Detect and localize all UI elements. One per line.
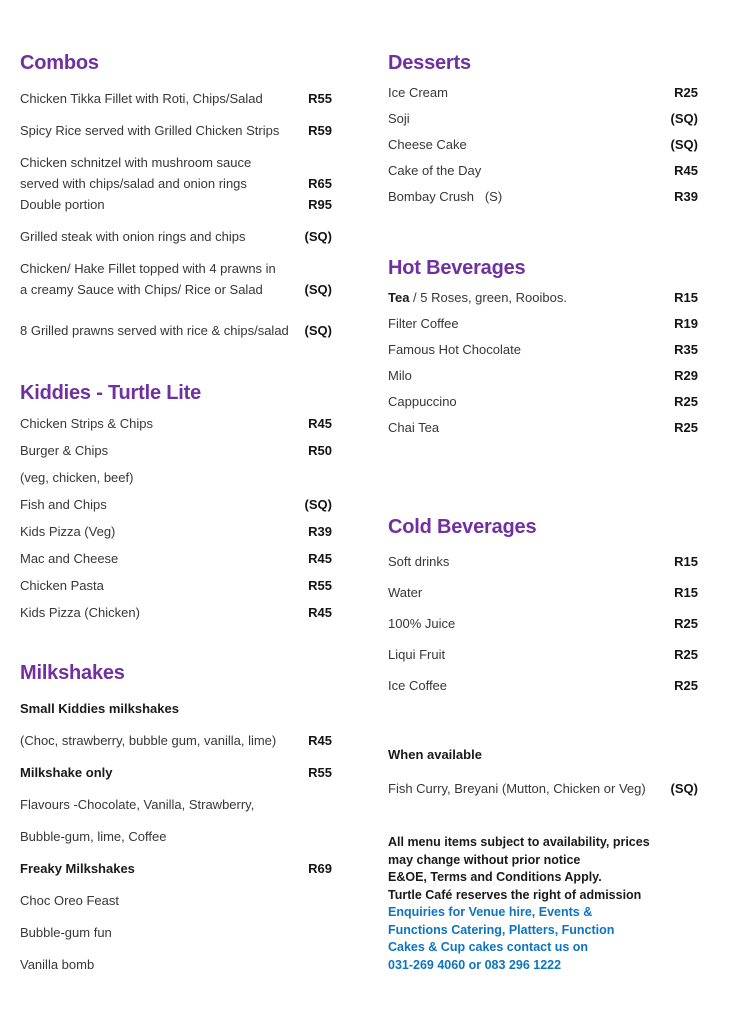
item-name: Choc Oreo Feast	[20, 893, 119, 908]
menu-item-row	[20, 322, 332, 340]
item-price: R65	[308, 176, 332, 191]
item-name: Cappuccino	[388, 394, 457, 409]
menu-item-row	[20, 260, 332, 278]
item-name-bold: Tea	[388, 290, 410, 305]
menu-item-row	[20, 700, 332, 718]
menu-item-row	[388, 780, 698, 798]
item-name: Kids Pizza (Veg)	[20, 524, 116, 539]
item-name: Soft drinks	[388, 554, 450, 569]
item-name: Cake of the Day	[388, 163, 482, 178]
item-name-rest: / 5 Roses, green, Rooibos.	[409, 290, 567, 305]
item-name: Bombay Crush (S)	[388, 189, 503, 204]
item-name: Flavours -Chocolate, Vanilla, Strawberry,	[20, 797, 255, 812]
menu-item-row	[20, 764, 332, 782]
item-price: R55	[308, 91, 332, 106]
item-price: R50	[308, 443, 332, 458]
menu-item-row	[388, 84, 698, 102]
section-title-desserts: Desserts	[388, 52, 471, 74]
item-price: R39	[308, 524, 332, 539]
item-price: R69	[308, 861, 332, 876]
section-kiddies-turtle-lite	[20, 380, 332, 622]
menu-item-row	[388, 615, 698, 633]
item-price: R15	[674, 554, 698, 569]
contact-line: Enquiries for Venue hire, Events &	[388, 905, 593, 919]
item-name: (Choc, strawberry, bubble gum, vanilla, lime)	[20, 733, 277, 748]
item-price: R39	[674, 189, 698, 204]
item-price: R29	[674, 368, 698, 383]
footer-notice	[388, 834, 698, 974]
menu-item-row	[20, 196, 332, 214]
item-name: a creamy Sauce with Chips/ Rice or Salad	[20, 282, 263, 297]
item-name: Spicy Rice served with Grilled Chicken Strips	[20, 123, 280, 138]
menu-item-row	[20, 175, 332, 193]
menu-item-row	[20, 956, 332, 974]
item-name: 100% Juice	[388, 616, 456, 631]
item-price: (SQ)	[670, 111, 698, 126]
section-title-milkshakes: Milkshakes	[20, 662, 125, 684]
item-price: R15	[674, 585, 698, 600]
section-cold-beverages	[388, 514, 698, 695]
menu-item-row	[388, 393, 698, 411]
item-name: Chicken/ Hake Fillet topped with 4 prawns in	[20, 261, 276, 276]
item-name: served with chips/salad and onion rings	[20, 176, 247, 191]
menu-item-row	[20, 828, 332, 846]
item-price: (SQ)	[304, 323, 332, 338]
item-price: R45	[308, 551, 332, 566]
item-price: R59	[308, 123, 332, 138]
item-price: R19	[674, 316, 698, 331]
notice-line: Turtle Café reserves the right of admission	[388, 887, 642, 902]
item-name: Bubble-gum, lime, Coffee	[20, 829, 167, 844]
menu-item-row	[20, 604, 332, 622]
menu-item-row	[388, 162, 698, 180]
item-name: Mac and Cheese	[20, 551, 119, 566]
item-name: Grilled steak with onion rings and chips	[20, 229, 246, 244]
menu-item-row	[388, 646, 698, 664]
item-name: Fish and Chips	[20, 497, 107, 512]
menu-item-row	[388, 419, 698, 437]
item-price: R25	[674, 647, 698, 662]
section-hot-beverages	[388, 255, 698, 437]
item-price: R25	[674, 420, 698, 435]
item-price: R45	[308, 733, 332, 748]
item-price: R25	[674, 85, 698, 100]
item-name: Kids Pizza (Chicken)	[20, 605, 140, 620]
item-name: Chai Tea	[388, 420, 440, 435]
contact-line: Functions Catering, Platters, Function	[388, 922, 615, 937]
section-title-cold-beverages: Cold Beverages	[388, 516, 537, 538]
menu-item-row	[388, 746, 698, 764]
item-price: R25	[674, 616, 698, 631]
item-name: Freaky Milkshakes	[20, 861, 135, 876]
item-name: Chicken schnitzel with mushroom sauce	[20, 155, 252, 170]
item-price: R55	[308, 765, 332, 780]
menu-item-row	[388, 584, 698, 602]
menu-item-row	[20, 442, 332, 460]
menu-item-row	[20, 122, 332, 140]
item-price: R55	[308, 578, 332, 593]
menu-item-row	[388, 110, 698, 128]
menu-item-row	[388, 289, 698, 307]
section-title-combos: Combos	[20, 52, 99, 74]
item-name: Fish Curry, Breyani (Mutton, Chicken or Veg)	[388, 781, 646, 796]
menu-item-row	[388, 677, 698, 695]
item-name: (veg, chicken, beef)	[20, 470, 134, 485]
item-price: R15	[674, 290, 698, 305]
menu-item-row	[20, 550, 332, 568]
item-name: Small Kiddies milkshakes	[20, 701, 179, 716]
menu-item-row	[20, 469, 332, 487]
menu-item-row	[388, 367, 698, 385]
item-price: R45	[308, 605, 332, 620]
menu-item-row	[20, 892, 332, 910]
menu-item-row	[388, 136, 698, 154]
menu-item-row	[20, 228, 332, 246]
item-name: Burger & Chips	[20, 443, 109, 458]
menu-item-row	[20, 90, 332, 108]
menu-item-row	[20, 523, 332, 541]
item-name: Chicken Pasta	[20, 578, 104, 593]
menu-item-row	[20, 924, 332, 942]
section-title-hot-beverages: Hot Beverages	[388, 257, 526, 279]
menu-item-row	[20, 732, 332, 750]
item-name: Chicken Strips & Chips	[20, 416, 153, 431]
menu-item-row	[388, 341, 698, 359]
menu-item-row	[388, 553, 698, 571]
contact-line: 031-269 4060 or 083 296 1222	[388, 957, 562, 972]
menu-item-row	[20, 796, 332, 814]
item-name: Chicken Tikka Fillet with Roti, Chips/Salad	[20, 91, 263, 106]
item-price: (SQ)	[304, 497, 332, 512]
item-price: R45	[308, 416, 332, 431]
item-price: (SQ)	[670, 781, 698, 796]
menu-item-row	[20, 496, 332, 514]
item-price: (SQ)	[670, 137, 698, 152]
item-name: Soji	[388, 111, 410, 126]
menu-item-row	[388, 188, 698, 206]
item-name: Famous Hot Chocolate	[388, 342, 521, 357]
menu-item-row	[20, 577, 332, 595]
menu-item-row	[20, 860, 332, 878]
item-price: (SQ)	[304, 229, 332, 244]
item-name: Filter Coffee	[388, 316, 459, 331]
section-title-kiddies-turtle-lite: Kiddies - Turtle Lite	[20, 382, 201, 404]
item-name: Double portion	[20, 197, 105, 212]
item-price: R45	[674, 163, 698, 178]
menu-column-right	[388, 50, 698, 974]
notice-line: All menu items subject to availability, prices	[388, 835, 650, 849]
item-name: 8 Grilled prawns served with rice & chips/salad	[20, 323, 289, 338]
menu-item-row	[20, 154, 332, 172]
menu-item-row	[20, 415, 332, 433]
contact-line: Cakes & Cup cakes contact us on	[388, 940, 589, 954]
menu-item-row	[20, 281, 332, 299]
item-name: Liqui Fruit	[388, 647, 446, 662]
item-name: Milkshake only	[20, 765, 113, 780]
notice-line: E&OE, Terms and Conditions Apply.	[388, 870, 602, 884]
item-price: R25	[674, 394, 698, 409]
section-when-available	[388, 746, 698, 798]
section-milkshakes	[20, 660, 332, 974]
item-name: Ice Cream	[388, 85, 448, 100]
section-desserts	[388, 50, 698, 206]
item-price: R95	[308, 197, 332, 212]
notice-line: may change without prior notice	[388, 852, 581, 867]
item-name: When available	[388, 747, 482, 762]
item-name: Bubble-gum fun	[20, 925, 112, 940]
menu-column-left	[20, 50, 332, 974]
item-name: Ice Coffee	[388, 678, 448, 693]
item-name	[388, 289, 567, 307]
item-name: Vanilla bomb	[20, 957, 95, 972]
item-name: Milo	[388, 368, 412, 383]
item-name: Cheese Cake	[388, 137, 467, 152]
section-combos	[20, 50, 332, 340]
menu-item-row	[388, 315, 698, 333]
item-price: R25	[674, 678, 698, 693]
item-price: R35	[674, 342, 698, 357]
item-name: Water	[388, 585, 423, 600]
item-price: (SQ)	[304, 282, 332, 297]
